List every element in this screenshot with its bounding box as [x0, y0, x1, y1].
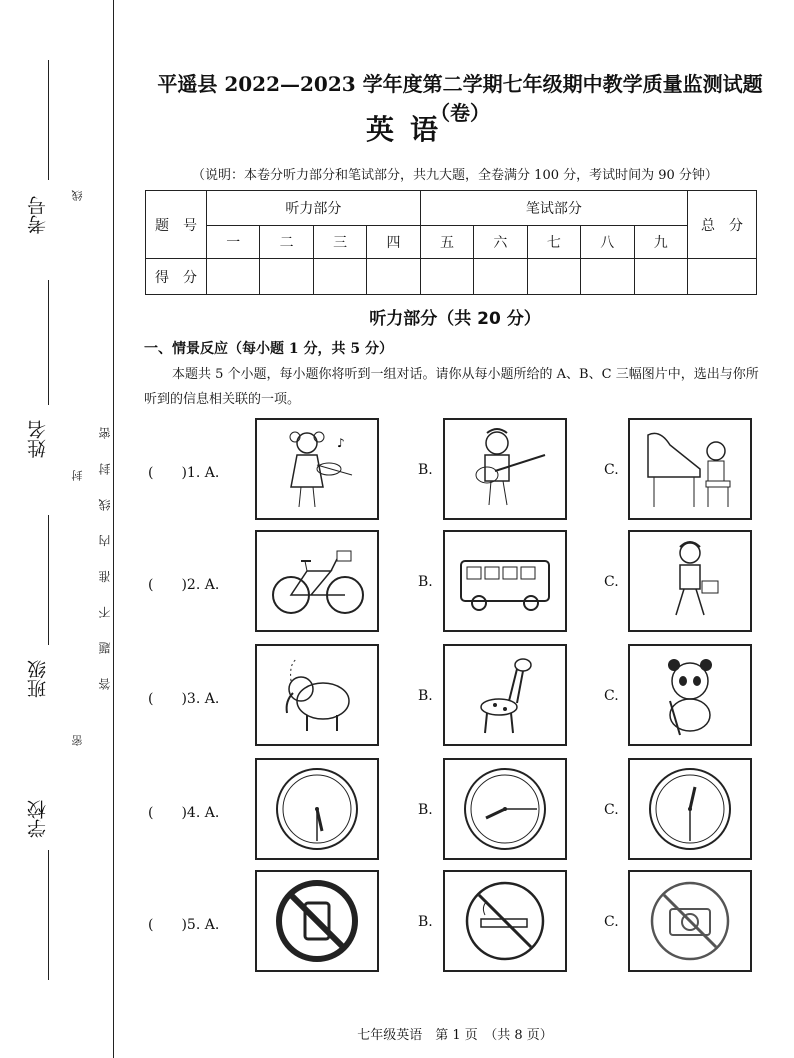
guitar-boy-icon[interactable] — [443, 418, 567, 520]
number-cell: 九 — [634, 226, 688, 259]
option-b-label: B. — [418, 802, 433, 818]
panda-icon[interactable] — [628, 644, 752, 746]
score-cell[interactable] — [207, 259, 260, 295]
seal-mark-line: 线 — [71, 190, 84, 201]
score-cell[interactable] — [527, 259, 580, 295]
exam-title: 平遥县 2022—2023 学年度第二学期七年级期中教学质量监测试题（卷） — [157, 72, 763, 125]
subject-title: 英语 — [365, 113, 454, 146]
question-row-4 — [0, 758, 794, 858]
option-b-label: B. — [418, 462, 433, 478]
option-c-label: C. — [604, 802, 619, 818]
clock-1230-icon[interactable] — [628, 758, 752, 860]
elephant-icon[interactable] — [255, 644, 379, 746]
total-header: 总 分 — [688, 191, 757, 259]
exam-number-label: 考号 — [27, 196, 49, 234]
score-cell[interactable] — [420, 259, 473, 295]
option-c-label: C. — [604, 574, 619, 590]
clock-815-icon[interactable] — [443, 758, 567, 860]
no-smoking-icon[interactable] — [443, 870, 567, 972]
question-row-5 — [0, 870, 794, 970]
question-label[interactable]: ( )3. A. — [148, 691, 220, 707]
name-field[interactable] — [48, 280, 49, 405]
number-cell: 三 — [313, 226, 366, 259]
question1-instruction: 本题共 5 个小题，每小题你将听到一组对话。请你从每小题所给的 A、B、C 三幅图片中，选出与你所听到的信息相关联的一项。 — [144, 367, 759, 407]
score-cell[interactable] — [313, 259, 366, 295]
clock-630-icon[interactable] — [255, 758, 379, 860]
writing-header: 笔试部分 — [420, 191, 687, 226]
question1-heading: 一、情景反应（每小题 1 分，共 5 分） — [144, 341, 393, 357]
walking-boy-icon[interactable] — [628, 530, 752, 632]
option-c-label: C. — [604, 688, 619, 704]
score-table — [145, 190, 757, 295]
bus-icon[interactable] — [443, 530, 567, 632]
class-label: 班级 — [27, 660, 49, 698]
question-row-1 — [0, 418, 794, 518]
seal-line-text: 答 题 不 准 内 线 封 密 — [98, 417, 112, 690]
number-cell: 六 — [474, 226, 527, 259]
exam-number-field[interactable] — [48, 60, 49, 180]
question-label[interactable]: ( )5. A. — [148, 917, 220, 933]
number-cell: 五 — [420, 226, 473, 259]
score-cell[interactable] — [260, 259, 313, 295]
question-row-2 — [0, 530, 794, 630]
question-label[interactable]: ( )2. A. — [148, 577, 220, 593]
number-cell: 二 — [260, 226, 313, 259]
option-c-label: C. — [604, 462, 619, 478]
number-cell: 七 — [527, 226, 580, 259]
total-score-cell[interactable] — [688, 259, 757, 295]
option-b-label: B. — [418, 574, 433, 590]
score-cell[interactable] — [474, 259, 527, 295]
exam-note: （说明：本卷分听力部分和笔试部分，共九大题，全卷满分 100 分，考试时间为 90 分钟） — [192, 168, 718, 183]
page-footer: 七年级英语 第 1 页 （共 8 页） — [357, 1028, 553, 1043]
number-cell: 八 — [581, 226, 634, 259]
bicycle-icon[interactable] — [255, 530, 379, 632]
svg-text:♪: ♪ — [337, 436, 345, 450]
question-label[interactable]: ( )1. A. — [148, 465, 220, 481]
score-cell[interactable] — [367, 259, 420, 295]
row-label-number: 题 号 — [146, 191, 207, 259]
giraffe-icon[interactable] — [443, 644, 567, 746]
option-b-label: B. — [418, 914, 433, 930]
piano-girl-icon[interactable] — [628, 418, 752, 520]
school-label: 学校 — [27, 800, 49, 838]
seal-mark-seal: 封 — [71, 470, 84, 481]
violin-girl-icon[interactable] — [255, 418, 379, 520]
row-label-score: 得 分 — [146, 259, 207, 295]
option-b-label: B. — [418, 688, 433, 704]
question-row-3 — [0, 644, 794, 744]
name-label: 姓名 — [27, 420, 49, 458]
listening-header: 听力部分 — [207, 191, 421, 226]
question-label[interactable]: ( )4. A. — [148, 805, 220, 821]
score-cell[interactable] — [581, 259, 634, 295]
no-drinking-icon[interactable] — [255, 870, 379, 972]
no-photos-icon[interactable] — [628, 870, 752, 972]
number-cell: 一 — [207, 226, 260, 259]
listening-section-title: 听力部分（共 20 分） — [369, 309, 541, 329]
score-cell[interactable] — [634, 259, 688, 295]
seal-mark-close: 密 — [71, 735, 84, 746]
number-cell: 四 — [367, 226, 420, 259]
option-c-label: C. — [604, 914, 619, 930]
